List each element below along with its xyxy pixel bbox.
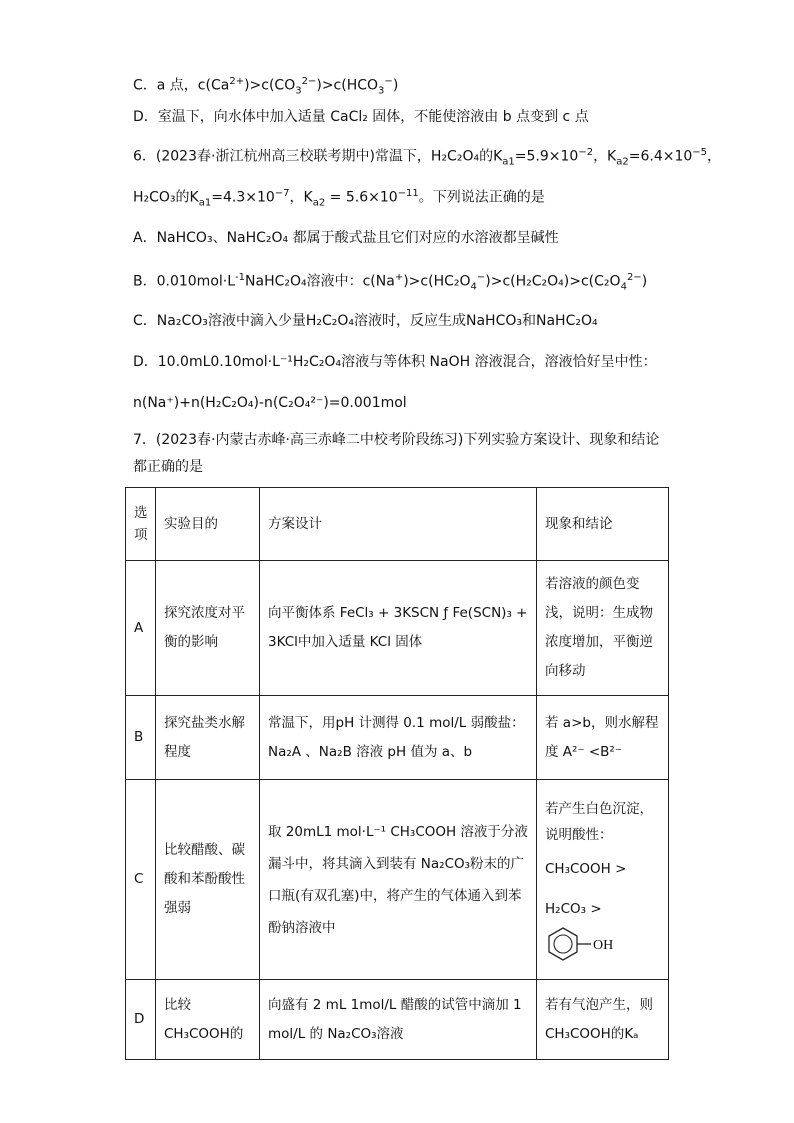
q6-option-d-line1: D．10.0mL0.10mol·L⁻¹H₂C₂O₄溶液与等体积 NaOH 溶液混合，溶液恰好呈中性： <box>133 354 657 370</box>
row-d-purpose: 比较 CH₃COOH的 <box>156 980 260 1060</box>
q6-option-d-line2: n(Na⁺)+n(H₂C₂O₄)-n(C₂O₄²⁻)=0.001mol <box>133 395 407 411</box>
table-row <box>126 980 669 1060</box>
row-a-option: A <box>126 561 156 696</box>
row-d-result: 若有气泡产生，则 CH₃COOH的Kₐ <box>537 980 669 1060</box>
row-b-result: 若 a>b，则水解程度 A²⁻ <B²⁻ <box>537 696 669 780</box>
row-c-design: 取 20mL1 mol·L⁻¹ CH₃COOH 溶液于分液漏斗中，将其滴入到装有 Na₂CO₃粉末的广口瓶(有双孔塞)中，将产生的气体通入到苯酚钠溶液中 <box>260 780 537 980</box>
row-c-result-line1: 若产生白色沉淀，说明酸性： <box>545 800 653 843</box>
q6-option-c: C．Na₂CO₃溶液中滴入少量H₂C₂O₄溶液时，反应生成NaHCO₃和NaHC₂O₄ <box>133 313 598 329</box>
q7-stem-line2: 都正确的是 <box>133 459 203 475</box>
q6-stem-line1: 6．(2023春·浙江杭州高三校联考期中)常温下，H₂C₂O₄的$K_{a1}=5.9\times 10^{-2}$，$K_{a2}=6.4\times 10^{-5}$， <box>133 147 722 168</box>
q6-stem-line2: H₂CO₃的$K_{a1}=4.3\times 10^{-7}$，$K_{a2} = 5.6\times 10^{-11}$。下列说法正确的是 <box>133 188 545 209</box>
row-b-design: 常温下，用pH 计测得 0.1 mol/L 弱酸盐：Na₂A 、Na₂B 溶液 pH 值为 a、b <box>260 696 537 780</box>
row-c-result-line2: CH₃COOH > <box>545 860 627 877</box>
row-b-option: B <box>126 696 156 780</box>
row-d-option: D <box>126 980 156 1060</box>
row-a-purpose: 探究浓度对平衡的影响 <box>156 561 260 696</box>
row-a-result: 若溶液的颜色变浅，说明：生成物浓度增加，平衡逆向移动 <box>537 561 669 696</box>
phenol-structure-icon <box>545 924 625 964</box>
row-c-option: C <box>126 780 156 980</box>
header-option: 选项 <box>126 488 156 561</box>
table-row <box>126 696 669 780</box>
header-purpose: 实验目的 <box>156 488 260 561</box>
header-design: 方案设计 <box>260 488 537 561</box>
table-header-row <box>126 488 669 561</box>
phenol-oh-label: OH <box>593 937 614 953</box>
table-row <box>126 561 669 696</box>
row-a-design: 向平衡体系 FeCl₃ + 3KSCN ƒ Fe(SCN)₃ + 3KCl中加入适量 KCl 固体 <box>260 561 537 696</box>
q7-table <box>125 487 669 1060</box>
q5-option-c: C．a 点，$c(Ca^{2+})>c(CO_3^{2-})>c(HCO_3^-)$ <box>133 76 399 97</box>
row-c-result-line3: H₂CO₃ > <box>545 900 602 917</box>
row-c-result <box>537 780 669 980</box>
table-row <box>126 780 669 980</box>
q6-option-a: A．NaHCO₃、NaHC₂O₄ 都属于酸式盐且它们对应的水溶液都呈碱性 <box>133 230 559 246</box>
header-result: 现象和结论 <box>537 488 669 561</box>
q7-stem-line1: 7．(2023春·内蒙古赤峰·高三赤峰二中校考阶段练习)下列实验方案设计、现象和结论 <box>133 432 660 448</box>
q5-option-d: D．室温下，向水体中加入适量 CaCl₂ 固体，不能使溶液由 b 点变到 c 点 <box>133 109 589 125</box>
row-c-purpose: 比较醋酸、碳酸和苯酚酸性强弱 <box>156 780 260 980</box>
row-b-purpose: 探究盐类水解程度 <box>156 696 260 780</box>
q6-option-b: B．$0.010mol\cdot L^{-1}NaHC_2O_4$溶液中：$c(Na^+)>c(HC_2O_4^-)>c(H_2C_2O_4)>c(C_2O_4^{2-})$ <box>133 272 648 293</box>
row-d-design: 向盛有 2 mL 1mol/L 醋酸的试管中滴加 1 mol/L 的 Na₂CO₃溶液 <box>260 980 537 1060</box>
